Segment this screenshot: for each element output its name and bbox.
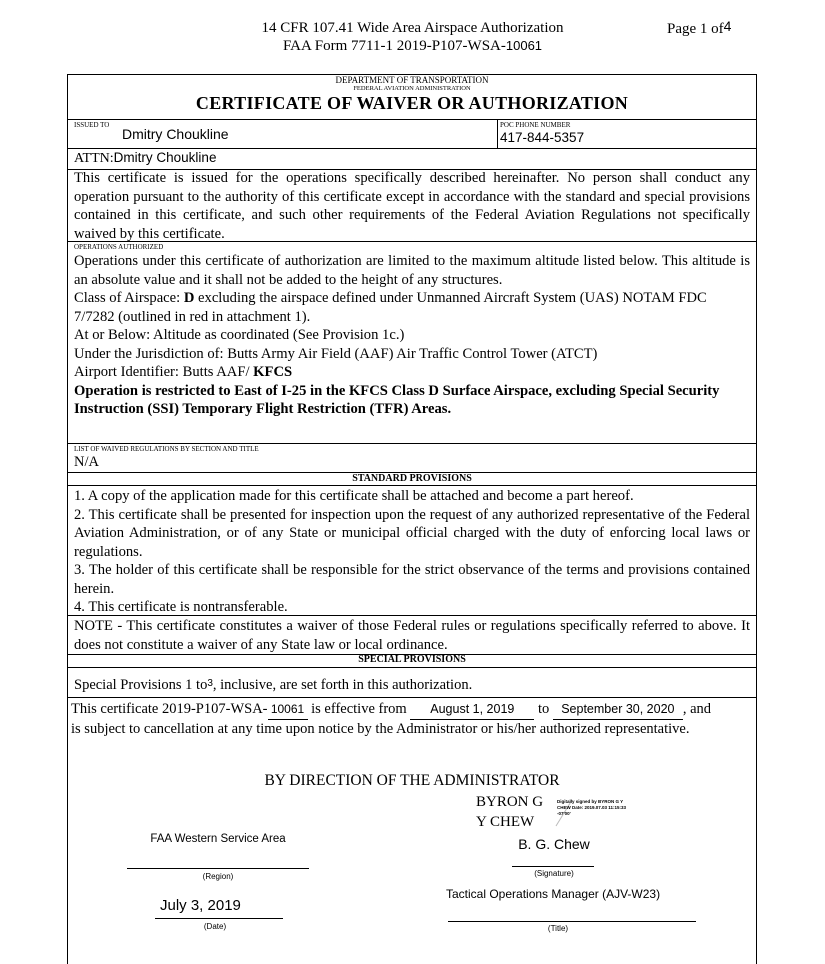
divider bbox=[67, 148, 757, 149]
title-line bbox=[448, 921, 696, 922]
effective-prefix: This certificate 2019-P107-WSA- bbox=[71, 701, 268, 717]
standard-provisions-list bbox=[74, 487, 750, 617]
airport-identifier bbox=[74, 363, 750, 382]
signer-name bbox=[476, 792, 543, 832]
header-title: 14 CFR 107.41 Wide Area Airspace Authorization bbox=[261, 20, 564, 36]
issued-to-label: ISSUED TO bbox=[74, 121, 110, 129]
effective-mid1: is effective from bbox=[307, 701, 411, 717]
region-caption: (Region) bbox=[202, 872, 234, 881]
divider bbox=[67, 697, 757, 698]
divider bbox=[67, 667, 757, 668]
provision-item: 1. A copy of the application made for this certificate shall be attached and become a part hereof. bbox=[74, 488, 634, 504]
effective-number: 10061 bbox=[268, 700, 308, 720]
provision-item: 3. The holder of this certificate shall be responsible for the strict observance of the terms and provisions contained herein. bbox=[74, 562, 750, 597]
special-provisions-line bbox=[74, 677, 472, 694]
effective-mid2: to bbox=[537, 701, 550, 717]
date-line bbox=[155, 918, 283, 919]
effective-line-2: is subject to cancellation at any time upon notice by the Administrator or his/her authorized representative. bbox=[71, 721, 690, 737]
waived-label: LIST OF WAIVED REGULATIONS BY SECTION AND TITLE bbox=[74, 445, 259, 453]
provision-item: 4. This certificate is nontransferable. bbox=[74, 599, 288, 615]
effective-line-1 bbox=[71, 700, 755, 720]
altitude: At or Below: Altitude as coordinated (See Provision 1c.) bbox=[74, 327, 405, 343]
jurisdiction: Under the Jurisdiction of: Butts Army Air Field (AAF) Air Traffic Control Tower (ATCT) bbox=[74, 345, 598, 362]
waived-value: N/A bbox=[74, 454, 99, 470]
issued-to-value: Dmitry Choukline bbox=[122, 126, 229, 142]
airspace-class bbox=[74, 289, 750, 326]
form-line bbox=[200, 37, 625, 55]
airspace-class-prefix: Class of Airspace: bbox=[74, 290, 184, 306]
special-suffix: , inclusive, are set forth in this authorization. bbox=[212, 677, 473, 693]
operation-restriction: Operation is restricted to East of I-25 in the KFCS Class D Surface Airspace, excluding Special Security Instruction (SSI) Temporary Flight Restriction (TFR) Areas. bbox=[74, 382, 720, 417]
divider bbox=[67, 119, 757, 120]
form-prefix: FAA Form 7711-1 2019-P107-WSA- bbox=[282, 38, 506, 54]
administration: FEDERAL AVIATION ADMINISTRATION bbox=[353, 85, 471, 92]
page-header bbox=[200, 19, 625, 55]
airspace-class-value: D bbox=[183, 290, 195, 306]
region-line bbox=[127, 868, 309, 869]
intro-text: This certificate is issued for the operations specifically described hereinafter. No person shall conduct any operation pursuant to the authority of this certificate except in accordance with the standard and special provisions contained in this certificate, and such other requirements of the Federal Aviation Regulations not specifically waived by this certificate. bbox=[74, 170, 750, 242]
signature-value: B. G. Chew bbox=[518, 836, 590, 852]
poc-phone: 417-844-5357 bbox=[500, 130, 585, 145]
date-value: July 3, 2019 bbox=[160, 897, 241, 914]
effective-to-date: September 30, 2020 bbox=[553, 700, 683, 720]
signature-caption: (Signature) bbox=[534, 869, 574, 878]
date-caption: (Date) bbox=[203, 922, 227, 931]
certificate-title: CERTIFICATE OF WAIVER OR AUTHORIZATION bbox=[195, 93, 629, 113]
provision-item: 2. This certificate shall be presented for inspection upon the request of any authorized representative of the Federal Aviation Administration, or of any State or municipal official charged with the duty of enforcing local laws or regulations. bbox=[74, 506, 750, 560]
operations-label: OPERATIONS AUTHORIZED bbox=[74, 243, 164, 251]
page-total: 4 bbox=[723, 18, 732, 34]
airport-prefix: Airport Identifier: Butts AAF/ bbox=[74, 364, 254, 380]
department: DEPARTMENT OF TRANSPORTATION bbox=[335, 75, 489, 85]
note-text: NOTE - This certificate constitutes a waiver of those Federal rules or regulations specifically referred to above. It does not constitute a waiver of any State law or local ordinance. bbox=[74, 618, 750, 653]
effective-from-date: August 1, 2019 bbox=[410, 700, 534, 720]
divider bbox=[67, 485, 757, 486]
title-caption: (Title) bbox=[547, 924, 569, 933]
digital-signature-text: Digitally signed by BYRON G Y CHEW Date: 2019.07.03 11:15:33 -07'00' bbox=[557, 799, 627, 816]
agency-block bbox=[67, 75, 757, 113]
airspace-class-suffix: excluding the airspace defined under Unmanned Aircraft System (UAS) NOTAM FDC 7/7282 (outlined in red in attachment 1). bbox=[74, 290, 707, 325]
attn-label: ATTN: bbox=[74, 151, 114, 166]
signer-line-2: Y CHEW bbox=[476, 814, 535, 830]
form-number: 10061 bbox=[505, 38, 543, 53]
region-value: FAA Western Service Area bbox=[150, 833, 286, 845]
divider bbox=[497, 120, 498, 148]
effective-block bbox=[71, 700, 755, 739]
poc-label: POC PHONE NUMBER bbox=[500, 121, 571, 129]
attn-value: Dmitry Choukline bbox=[113, 150, 217, 165]
divider bbox=[67, 443, 757, 444]
standard-provisions-heading: STANDARD PROVISIONS bbox=[352, 473, 472, 484]
airport-code: KFCS bbox=[253, 364, 293, 380]
special-prefix: Special Provisions 1 to bbox=[74, 677, 208, 693]
page-prefix: Page 1 of bbox=[667, 21, 724, 37]
special-count: 3 bbox=[207, 678, 213, 689]
operations-block bbox=[74, 252, 750, 419]
title-value: Tactical Operations Manager (AJV-W23) bbox=[446, 887, 661, 901]
operations-paragraph: Operations under this certificate of authorization are limited to the maximum altitude listed below. This altitude is an absolute value and it shall not be added to the height of any structures. bbox=[74, 253, 750, 288]
attn-line bbox=[74, 150, 216, 167]
special-provisions-heading: SPECIAL PROVISIONS bbox=[358, 654, 466, 665]
page-number bbox=[667, 18, 731, 38]
direction-heading: BY DIRECTION OF THE ADMINISTRATOR bbox=[264, 772, 560, 789]
effective-suffix: , and bbox=[682, 701, 712, 717]
divider bbox=[67, 241, 757, 242]
signer-line-1: BYRON G bbox=[476, 794, 544, 810]
divider bbox=[67, 615, 757, 616]
signature-line bbox=[512, 866, 594, 867]
